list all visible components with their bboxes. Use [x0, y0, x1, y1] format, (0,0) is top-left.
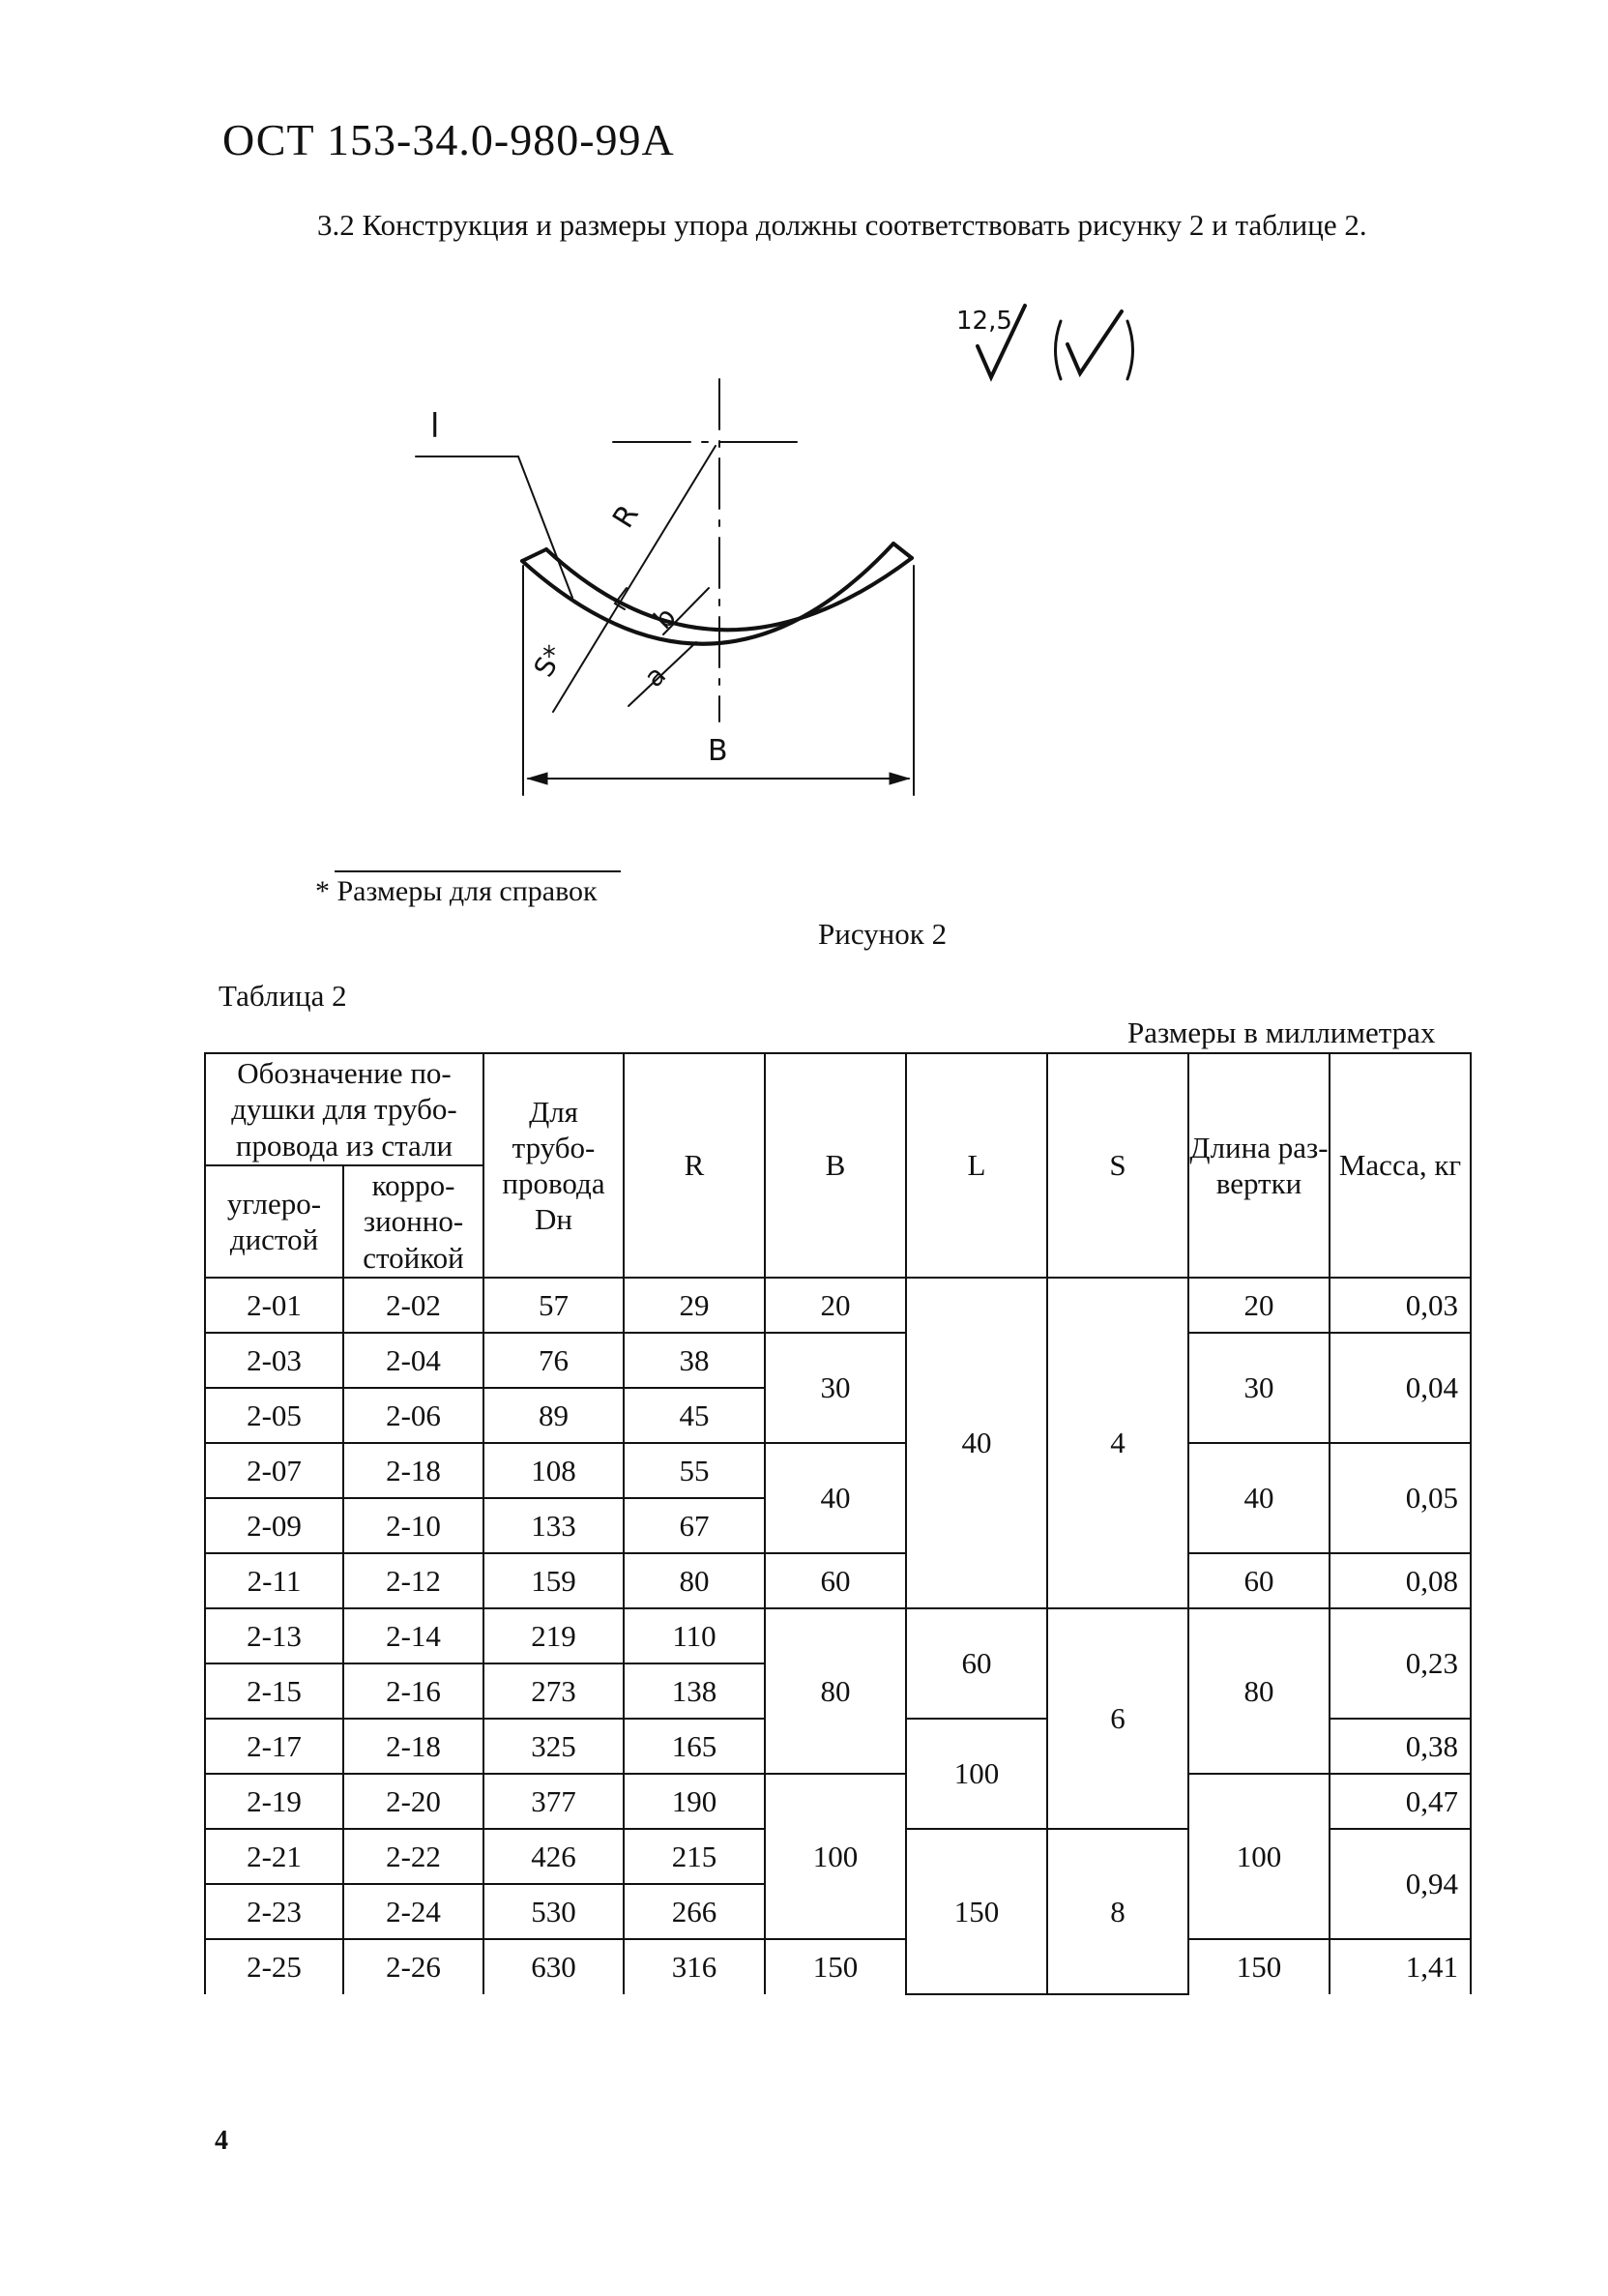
cell-mass: 0,94	[1330, 1829, 1471, 1939]
document-code: ОСТ 153-34.0-980-99А	[222, 115, 675, 164]
label-b: b	[647, 601, 683, 635]
header-designation: Обозначение по- душки для трубо- провода из стали	[205, 1053, 483, 1165]
cell-carbon: 2-09	[205, 1498, 343, 1553]
header-corrosion: корро- зионно- стойкой	[343, 1165, 483, 1278]
cell-length: 40	[1188, 1443, 1330, 1553]
roughness-check-small-icon	[1067, 311, 1122, 373]
cell-r: 165	[624, 1719, 765, 1774]
cell-r: 215	[624, 1829, 765, 1884]
header-length: Длина раз- вертки	[1188, 1053, 1330, 1278]
cell-r: 45	[624, 1388, 765, 1443]
figure-2-drawing	[0, 0, 1608, 870]
cell-dn: 108	[483, 1443, 624, 1498]
table-row	[205, 1278, 1471, 1333]
header-carbon: углеро- дистой	[205, 1165, 343, 1278]
cell-length: 80	[1188, 1608, 1330, 1774]
label-R: R	[606, 499, 646, 535]
table-row	[205, 1608, 1471, 1663]
cell-dn: 426	[483, 1829, 624, 1884]
cell-corrosion: 2-12	[343, 1553, 483, 1608]
figure-caption: Рисунок 2	[818, 917, 948, 951]
cell-carbon: 2-11	[205, 1553, 343, 1608]
cell-corrosion: 2-06	[343, 1388, 483, 1443]
cell-b: 80	[765, 1608, 906, 1774]
cell-mass: 0,38	[1330, 1719, 1471, 1774]
cell-dn: 630	[483, 1939, 624, 1994]
cell-mass: 0,05	[1330, 1443, 1471, 1553]
cell-corrosion: 2-04	[343, 1333, 483, 1388]
footnote-separator	[335, 870, 621, 872]
cell-r: 80	[624, 1553, 765, 1608]
label-S: S*	[527, 639, 570, 683]
table-units: Размеры в миллиметрах	[1127, 1016, 1436, 1049]
cell-dn: 57	[483, 1278, 624, 1333]
footnote: * Размеры для справок	[315, 875, 598, 907]
cell-s: 4	[1047, 1278, 1188, 1608]
cell-carbon: 2-17	[205, 1719, 343, 1774]
cell-corrosion: 2-16	[343, 1663, 483, 1719]
cell-corrosion: 2-10	[343, 1498, 483, 1553]
cell-carbon: 2-05	[205, 1388, 343, 1443]
table-row	[205, 1333, 1471, 1388]
roughness-value: 12,5	[956, 307, 1012, 336]
cell-l: 150	[906, 1829, 1047, 1994]
table-row	[205, 1774, 1471, 1829]
cell-l: 40	[906, 1278, 1047, 1608]
cell-mass: 0,47	[1330, 1774, 1471, 1829]
cell-r: 266	[624, 1884, 765, 1939]
cell-mass: 0,23	[1330, 1608, 1471, 1719]
label-a: a	[637, 659, 673, 693]
cell-dn: 133	[483, 1498, 624, 1553]
header-s: S	[1047, 1053, 1188, 1278]
intro-paragraph: 3.2 Конструкция и размеры упора должны соответствовать рисунку 2 и таблице 2.	[317, 208, 1367, 242]
cell-b: 60	[765, 1553, 906, 1608]
cell-carbon: 2-07	[205, 1443, 343, 1498]
cell-length: 150	[1188, 1939, 1330, 1994]
cell-s: 6	[1047, 1608, 1188, 1829]
cell-carbon: 2-01	[205, 1278, 343, 1333]
cell-carbon: 2-15	[205, 1663, 343, 1719]
cell-carbon: 2-21	[205, 1829, 343, 1884]
cell-r: 55	[624, 1443, 765, 1498]
cell-r: 190	[624, 1774, 765, 1829]
cell-r: 29	[624, 1278, 765, 1333]
cell-s: 8	[1047, 1829, 1188, 1994]
cell-carbon: 2-25	[205, 1939, 343, 1994]
cell-length: 100	[1188, 1774, 1330, 1939]
cell-b: 30	[765, 1333, 906, 1443]
cell-dn: 76	[483, 1333, 624, 1388]
cell-l: 60	[906, 1608, 1047, 1719]
cell-dn: 377	[483, 1774, 624, 1829]
header-mass: Масса, кг	[1330, 1053, 1471, 1278]
table-title: Таблица 2	[219, 979, 347, 1013]
cell-mass: 0,08	[1330, 1553, 1471, 1608]
cell-corrosion: 2-24	[343, 1884, 483, 1939]
cell-corrosion: 2-18	[343, 1719, 483, 1774]
table-row	[205, 1939, 1471, 1994]
cell-corrosion: 2-02	[343, 1278, 483, 1333]
header-dn: Для трубо- провода Dн	[483, 1053, 624, 1278]
cell-dn: 89	[483, 1388, 624, 1443]
cell-dn: 219	[483, 1608, 624, 1663]
page-number: 4	[215, 2126, 228, 2156]
cell-corrosion: 2-26	[343, 1939, 483, 1994]
dimensions-table	[204, 1052, 1472, 1995]
label-l: l	[430, 407, 440, 446]
cell-length: 30	[1188, 1333, 1330, 1443]
table-row	[205, 1553, 1471, 1608]
cell-b: 150	[765, 1939, 906, 1994]
cell-carbon: 2-19	[205, 1774, 343, 1829]
cell-length: 20	[1188, 1278, 1330, 1333]
cell-length: 60	[1188, 1553, 1330, 1608]
cell-dn: 325	[483, 1719, 624, 1774]
cell-carbon: 2-03	[205, 1333, 343, 1388]
cell-mass: 0,03	[1330, 1278, 1471, 1333]
cell-b: 40	[765, 1443, 906, 1553]
header-b: B	[765, 1053, 906, 1278]
cell-corrosion: 2-18	[343, 1443, 483, 1498]
header-r: R	[624, 1053, 765, 1278]
cell-b: 100	[765, 1774, 906, 1939]
cell-dn: 530	[483, 1884, 624, 1939]
cell-b: 20	[765, 1278, 906, 1333]
cell-r: 316	[624, 1939, 765, 1994]
cell-carbon: 2-13	[205, 1608, 343, 1663]
cell-dn: 159	[483, 1553, 624, 1608]
cell-r: 67	[624, 1498, 765, 1553]
label-B: B	[708, 734, 728, 768]
cell-corrosion: 2-20	[343, 1774, 483, 1829]
cell-carbon: 2-23	[205, 1884, 343, 1939]
cell-r: 38	[624, 1333, 765, 1388]
cell-r: 138	[624, 1663, 765, 1719]
cell-l: 100	[906, 1719, 1047, 1829]
cell-r: 110	[624, 1608, 765, 1663]
table-row	[205, 1443, 1471, 1498]
cell-mass: 0,04	[1330, 1333, 1471, 1443]
cell-mass: 1,41	[1330, 1939, 1471, 1994]
header-l: L	[906, 1053, 1047, 1278]
cell-corrosion: 2-14	[343, 1608, 483, 1663]
cell-dn: 273	[483, 1663, 624, 1719]
cell-corrosion: 2-22	[343, 1829, 483, 1884]
